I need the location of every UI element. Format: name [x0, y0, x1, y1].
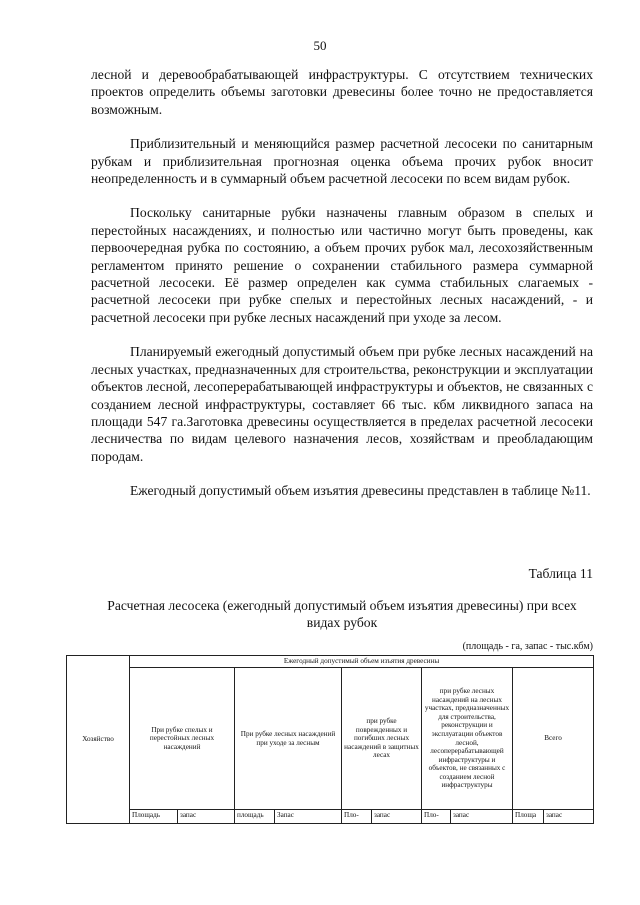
paragraph-3: Поскольку санитарные рубки назначены главным образом в спелых и перестойных насаждениях, и полностью или частично могут быть проведены, как первоочередная рубка по состоянию, а объем прочих рубок мал, лесохозяйственным регламентом принято решение о сохранении стабильного размера суммарной расчетной лесосеки. Её размер определен как сумма стабильных слагаемых - расчетной лесосеки при рубке спелых и перестойных лесных насаждений, - и расчетной лесосеки при рубке лесных насаждений при уходе за лесом. [91, 205, 593, 325]
subheader-area: Пло- [422, 810, 451, 824]
units-note: (площадь - га, запас - тыс.кбм) [462, 641, 593, 652]
column-header-mature: При рубке спелых и перестойных лесных насаждений [130, 668, 235, 810]
paragraph-1: лесной и деревообрабатывающей инфраструктуры. С отсутствием технических проектов определить объемы заготовки древесины более точно не предоставляется возможным. [91, 67, 593, 117]
table-label: Таблица 11 [528, 566, 593, 581]
table-title: Расчетная лесосека (ежегодный допустимый объем изъятия древесины) при всех видах рубок [107, 598, 577, 630]
subheader-stock: запас [544, 810, 594, 824]
subheader-stock: запас [451, 810, 513, 824]
row-header-cell: Хозяйство [67, 656, 130, 824]
page-number: 50 [313, 38, 327, 53]
column-header-total: Всего [513, 668, 594, 810]
subheader-stock: Запас [275, 810, 342, 824]
column-header-construction: при рубке лесных насаждений на лесных участках, предназначенных для строительства, реконструкции и эксплуатации объектов лесной, лесоперерабатывающей инфраструктуры и объектов, не связанных с созданием лесной инфраструктуры [422, 668, 513, 810]
column-header-damaged: при рубке поврежденных и погибших лесных насаждений в защитных лесах [342, 668, 422, 810]
paragraph-2: Приблизительный и меняющийся размер расчетной лесосеки по санитарным рубкам и приблизительная прогнозная оценка объема прочих рубок вносит неопределенность и в суммарный объем расчетной лесосеки по всем видам рубок. [91, 136, 593, 187]
column-header-care: При рубке лесных насаждений при уходе за лесным [235, 668, 342, 810]
group-header-cell: Ежегодный допустимый объем изъятия древесины [130, 656, 594, 668]
subheader-area: площадь [235, 810, 275, 824]
harvest-table [66, 655, 594, 824]
paragraph-5: Ежегодный допустимый объем изъятия древесины представлен в таблице №11. [130, 483, 591, 499]
subheader-area: Площа [513, 810, 544, 824]
paragraph-4: Планируемый ежегодный допустимый объем при рубке лесных насаждений на лесных участках, предназначенных для строительства, реконструкции и эксплуатации объектов лесной, лесоперерабатывающей инфраструктуры и объектов, не связанных с созданием лесной инфраструктуры, составляет 66 тыс. кбм ликвидного запаса на площади 547 га.Заготовка древесины осуществляется в пределах расчетной лесосеки лесничества по видам целевого назначения лесов, хозяйствам и преобладающим породам. [91, 344, 593, 464]
subheader-area: Пло- [342, 810, 372, 824]
subheader-stock: запас [372, 810, 422, 824]
subheader-area: Площадь [130, 810, 178, 824]
body-text [91, 66, 593, 517]
subheader-stock: запас [178, 810, 235, 824]
